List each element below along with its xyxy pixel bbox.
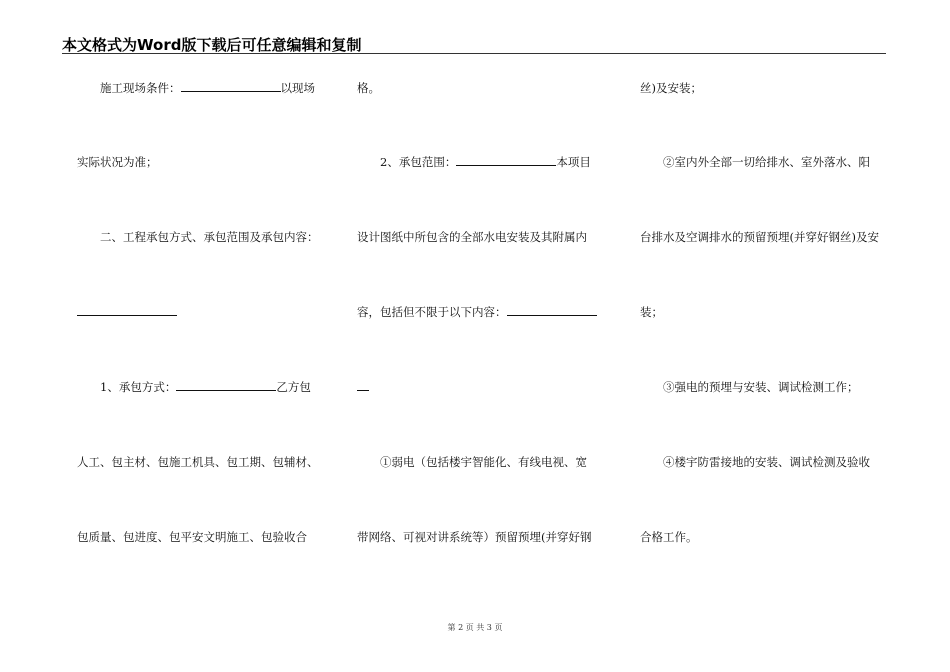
fill-in-blank [456, 155, 556, 166]
line-text: 格。 [357, 81, 380, 95]
text-line [77, 305, 177, 319]
fill-in-blank [176, 380, 276, 391]
text-line [640, 530, 698, 544]
document-header-title: 本文格式为Word版下载后可任意编辑和复制 [62, 36, 362, 54]
text-line [357, 455, 587, 469]
text-line [357, 380, 369, 394]
line-text: 台排水及空调排水的预留预埋(并穿好钢丝)及安 [640, 230, 879, 244]
text-line [357, 530, 591, 544]
line-text: 人工、包主材、包施工机具、包工期、包辅材、 [77, 455, 319, 469]
text-line [77, 155, 158, 169]
line-text: 合格工作。 [640, 530, 698, 544]
text-line [357, 81, 380, 95]
line-text: 容，包括但不限于以下内容： [357, 305, 507, 319]
page-number-footer: 第 2 页 共 3 页 [447, 623, 503, 632]
text-line [640, 155, 870, 169]
text-line [77, 380, 311, 394]
line-text: 1、承包方式： [77, 380, 177, 394]
text-line [77, 530, 307, 544]
line-text: 丝)及安装； [640, 81, 702, 95]
text-line [357, 155, 591, 169]
line-text: 2、承包范围： [357, 155, 457, 169]
text-line [357, 305, 597, 319]
line-text: 二、工程承包方式、承包范围及承包内容： [77, 230, 319, 244]
line-text: ②室内外全部一切给排水、室外落水、阳 [640, 155, 870, 169]
header-divider [62, 53, 886, 54]
text-line [640, 380, 859, 394]
text-line [640, 305, 663, 319]
line-text: ①弱电（包括楼宇智能化、有线电视、宽 [357, 455, 587, 469]
line-text: 本项目 [556, 155, 591, 169]
line-text: 实际状况为准； [77, 155, 158, 169]
line-text: 以现场 [280, 81, 315, 95]
text-line [640, 230, 879, 244]
section-heading [77, 230, 319, 244]
fill-in-blank [77, 305, 177, 316]
line-text: 装； [640, 305, 663, 319]
text-line [640, 81, 702, 95]
line-text: 施工现场条件： [77, 81, 181, 95]
line-text: 包质量、包进度、包平安文明施工、包验收合 [77, 530, 307, 544]
fill-in-blank [357, 380, 369, 391]
text-line [640, 455, 870, 469]
text-line [77, 455, 319, 469]
fill-in-blank [507, 305, 597, 316]
text-line [77, 81, 315, 95]
fill-in-blank [181, 81, 281, 92]
line-text: 设计图纸中所包含的全部水电安装及其附属内 [357, 230, 587, 244]
line-text: 带网络、可视对讲系统等）预留预埋(并穿好钢 [357, 530, 592, 544]
line-text: ④楼宇防雷接地的安装、调试检测及验收 [640, 455, 870, 469]
line-text: ③强电的预埋与安装、调试检测工作； [640, 380, 859, 394]
line-text: 乙方包 [276, 380, 311, 394]
text-line [357, 230, 587, 244]
